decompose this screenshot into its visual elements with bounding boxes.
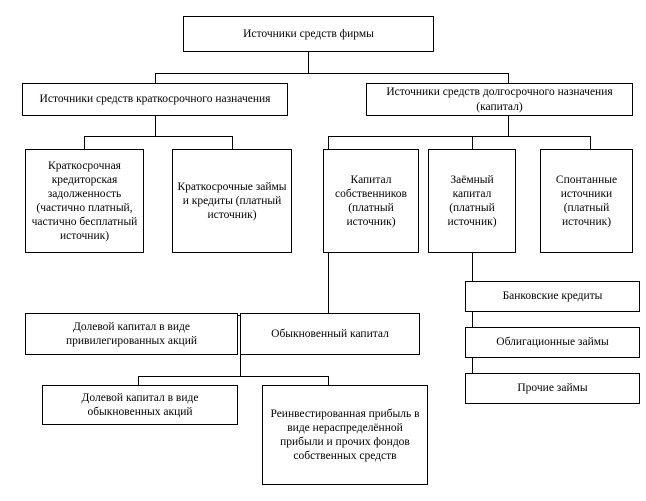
node-creditor-debt-label: Краткосрочная кредиторская задолженность (частично платный, частично бесплатный источник) [31, 159, 138, 243]
connector-short-term-split [84, 136, 232, 137]
connector-short-term-down [155, 116, 156, 136]
connector-long-term-down [508, 116, 509, 136]
node-bond-loans-label: Облигационные займы [496, 336, 609, 349]
node-long-term [366, 83, 633, 116]
connector-ordinary-down [240, 354, 241, 376]
node-short-term-label: Источники средств краткосрочного назначения [39, 93, 271, 106]
connector-long-term-split [328, 136, 590, 137]
node-debt-capital [428, 149, 516, 253]
connector-ordinary-split [138, 376, 328, 377]
node-ordinary-shares-label: Долевой капитал в виде обыкновенных акций [81, 391, 199, 418]
node-reinvested [262, 385, 428, 485]
connector-to-long-term [508, 73, 509, 83]
connector-to-short-term [155, 73, 156, 83]
node-spontaneous-label: Спонтанные источники (платный источник) [555, 173, 618, 229]
node-root-label: Источники средств фирмы [243, 27, 374, 40]
node-creditor-debt [25, 149, 144, 253]
node-owners-capital [323, 149, 419, 253]
connector-root-split [155, 73, 508, 74]
node-ordinary-shares [42, 385, 238, 425]
node-reinvested-label: Реинвестированная прибыль в виде нераспределённой прибыли и прочих фондов собственных средств [270, 407, 420, 463]
node-spontaneous [540, 149, 633, 253]
connector-debt-down [472, 253, 473, 275]
connector-root-down [308, 52, 309, 73]
connector-owners-down [328, 253, 329, 315]
node-short-term [22, 83, 288, 116]
connector-to-owners-capital [328, 136, 329, 149]
node-root [183, 16, 434, 52]
connector-to-debt-capital [472, 136, 473, 149]
node-preferred-shares-label: Долевой капитал в виде привилегированных акций [65, 320, 198, 347]
node-ordinary-capital [240, 313, 420, 355]
node-debt-capital-label: Заёмный капитал (платный источник) [447, 173, 497, 229]
node-bond-loans [465, 327, 640, 358]
node-bank-credits-label: Банковские кредиты [502, 290, 603, 303]
connector-to-short-loans [232, 136, 233, 149]
node-other-loans-label: Прочие займы [517, 382, 588, 395]
connector-to-creditor-debt [84, 136, 85, 149]
node-bank-credits [465, 281, 640, 312]
node-short-loans-label: Краткосрочные займы и кредиты (платный источник) [177, 180, 287, 221]
connector-to-spontaneous [590, 136, 591, 149]
node-short-loans [172, 149, 292, 253]
connector-to-ordinary-shares [138, 376, 139, 385]
node-ordinary-capital-label: Обыкновенный капитал [271, 327, 389, 340]
node-long-term-label: Источники средств долгосрочного назначения (капитал) [386, 86, 613, 113]
node-owners-capital-label: Капитал собственников (платный источник) [335, 173, 407, 229]
node-preferred-shares [25, 313, 238, 355]
connector-to-reinvested [328, 376, 329, 385]
node-other-loans [465, 373, 640, 404]
